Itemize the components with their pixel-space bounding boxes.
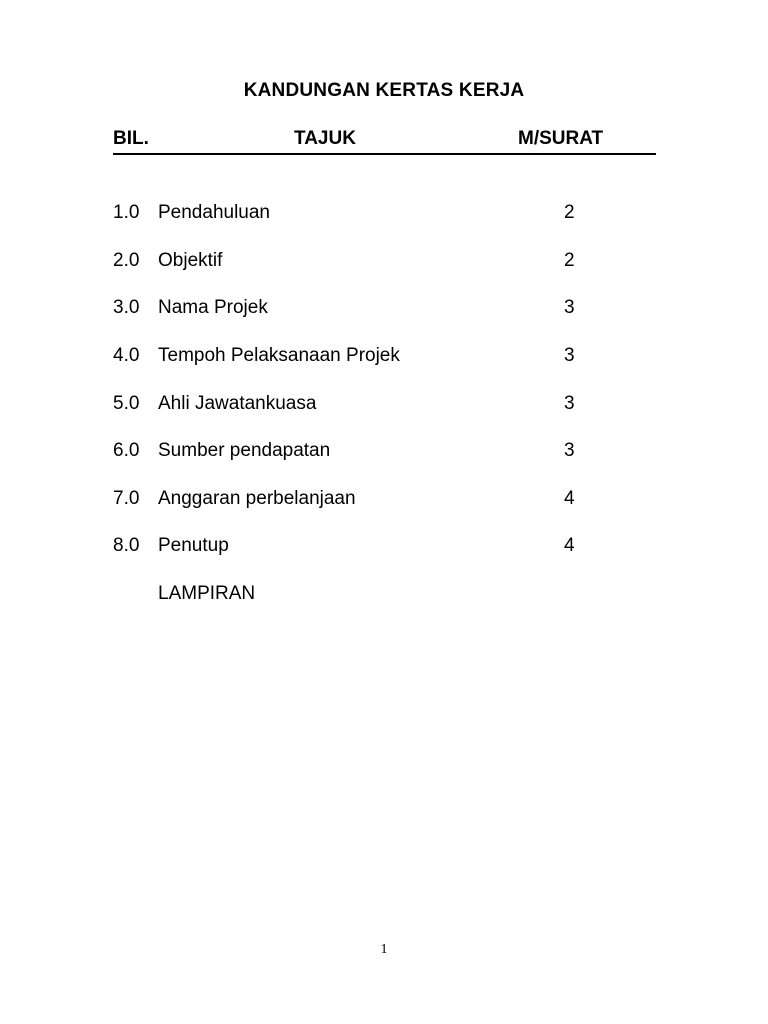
entry-title: Ahli Jawatankuasa [158, 393, 317, 414]
entry-number: 4.0 [113, 345, 140, 366]
table-header [113, 128, 656, 152]
toc-entry [0, 297, 768, 321]
toc-entry [0, 393, 768, 417]
page-title: KANDUNGAN KERTAS KERJA [243, 80, 525, 101]
entry-number: 5.0 [113, 393, 140, 414]
entry-title: Sumber pendapatan [158, 440, 331, 461]
header-divider [113, 153, 656, 155]
entry-title: Objektif [158, 250, 223, 271]
entry-page: 2 [564, 202, 575, 223]
header-page: M/SURAT [518, 128, 604, 149]
toc-entry [0, 535, 768, 559]
toc-entry [0, 250, 768, 274]
page-number: 1 [380, 942, 388, 957]
entry-page: 3 [564, 440, 575, 461]
entry-number: 1.0 [113, 202, 140, 223]
entry-number: 7.0 [113, 488, 140, 509]
toc-entry [0, 345, 768, 369]
entry-page: 3 [564, 393, 575, 414]
entry-title: Penutup [158, 535, 229, 556]
header-title: TAJUK [294, 128, 356, 149]
entry-number: 8.0 [113, 535, 140, 556]
toc-entry [0, 440, 768, 464]
toc-entry [0, 202, 768, 226]
entry-page: 3 [564, 297, 575, 318]
entry-title: Anggaran perbelanjaan [158, 488, 356, 509]
header-number: BIL. [113, 128, 149, 149]
entry-title: Nama Projek [158, 297, 268, 318]
appendix-label: LAMPIRAN [158, 583, 256, 604]
entry-page: 4 [564, 535, 575, 556]
entry-title: Tempoh Pelaksanaan Projek [158, 345, 400, 366]
toc-entry [0, 488, 768, 512]
entry-number: 2.0 [113, 250, 140, 271]
entry-title: Pendahuluan [158, 202, 270, 223]
entry-number: 3.0 [113, 297, 140, 318]
entry-number: 6.0 [113, 440, 140, 461]
entry-page: 4 [564, 488, 575, 509]
entry-page: 3 [564, 345, 575, 366]
entry-page: 2 [564, 250, 575, 271]
